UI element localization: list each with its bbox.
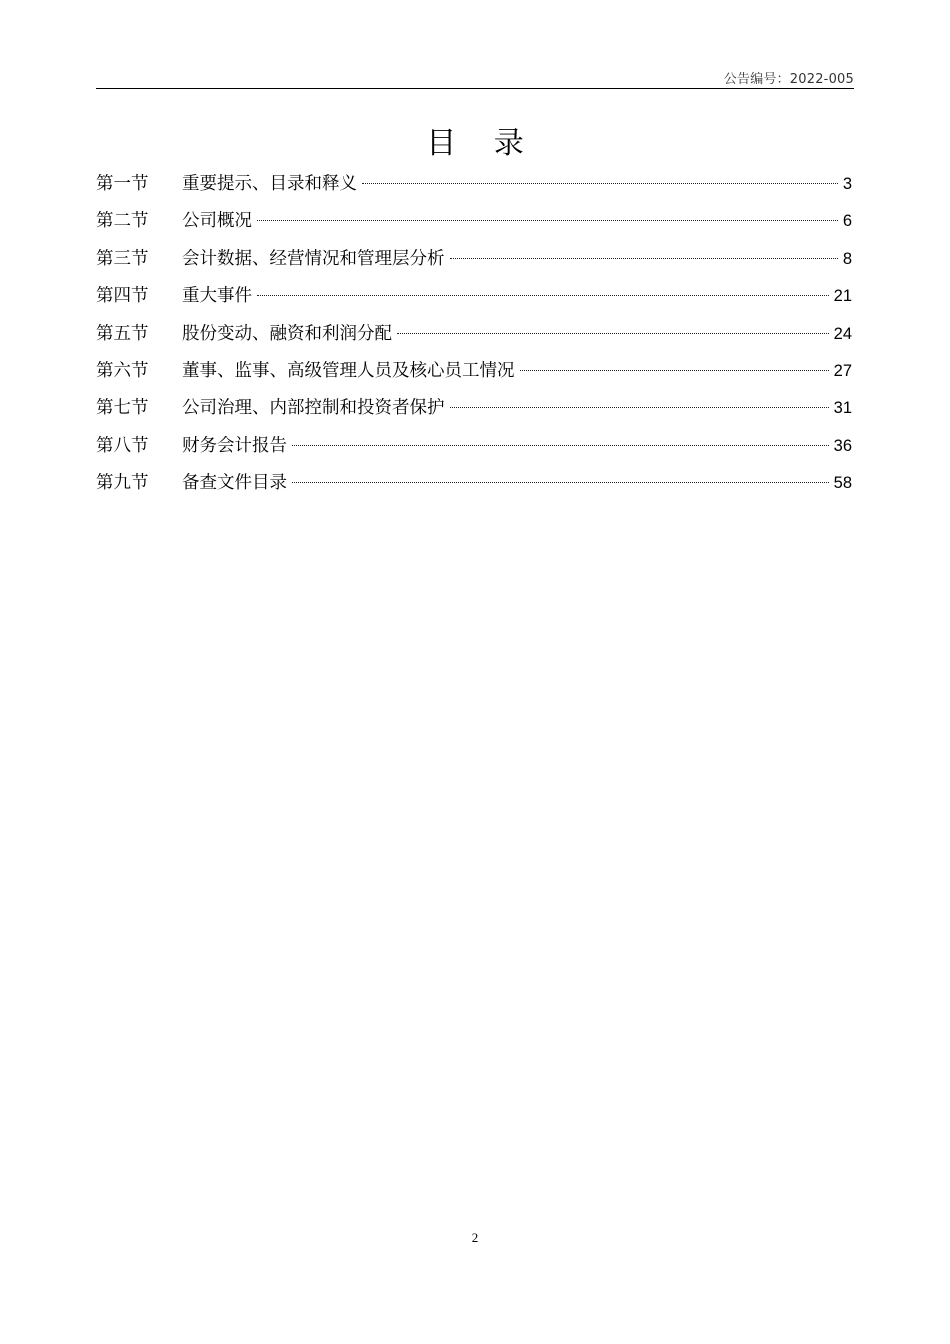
toc-dot-leader	[520, 370, 829, 371]
toc-page-number: 36	[833, 436, 852, 455]
toc-heading: 财务会计报告	[182, 435, 287, 456]
toc-dot-leader	[450, 258, 838, 259]
toc-entry-8[interactable]	[96, 429, 852, 466]
toc-page-number: 24	[833, 324, 852, 343]
toc-dot-leader	[257, 295, 829, 296]
toc-heading: 会计数据、经营情况和管理层分析	[182, 248, 445, 269]
toc-dot-leader	[450, 407, 829, 408]
toc-heading: 重要提示、目录和释义	[182, 174, 357, 194]
toc-heading: 股份变动、融资和利润分配	[182, 323, 392, 344]
header-divider	[96, 88, 854, 89]
toc-dot-leader	[397, 333, 829, 334]
toc-heading: 备查文件目录	[182, 473, 287, 494]
toc-title: 目 录	[426, 126, 538, 161]
toc-dot-leader	[292, 482, 829, 483]
toc-section-label: 第一节	[96, 174, 149, 194]
toc-page-number: 27	[833, 361, 852, 380]
toc-entry-4[interactable]	[96, 279, 852, 316]
toc-heading: 公司治理、内部控制和投资者保护	[182, 398, 445, 419]
toc-page-number: 31	[833, 399, 852, 418]
toc-page-number: 21	[833, 287, 852, 306]
toc-page-number: 58	[833, 474, 852, 493]
toc-dot-leader	[292, 445, 829, 446]
toc-page-number: 6	[842, 212, 852, 231]
toc-section-label: 第七节	[96, 398, 149, 419]
toc-page-number: 8	[842, 249, 852, 268]
toc-section-label: 第六节	[96, 360, 149, 381]
toc-dot-leader	[257, 220, 838, 221]
toc-section-label: 第五节	[96, 323, 149, 344]
toc-entry-3[interactable]	[96, 242, 852, 279]
toc-heading: 公司概况	[182, 211, 252, 232]
footer-page-number: 2	[471, 1230, 479, 1245]
toc-dot-leader	[362, 183, 838, 184]
toc-entry-6[interactable]	[96, 354, 852, 391]
toc-entry-5[interactable]	[96, 317, 852, 354]
toc-list	[96, 167, 852, 504]
toc-page-number: 3	[842, 175, 852, 193]
toc-section-label: 第九节	[96, 473, 149, 494]
toc-section-label: 第三节	[96, 248, 149, 269]
header-announcement-number: 公告编号：2022-005	[723, 72, 854, 87]
toc-entry-2[interactable]	[96, 204, 852, 241]
toc-section-label: 第二节	[96, 211, 149, 232]
toc-section-label: 第八节	[96, 435, 149, 456]
toc-section-label: 第四节	[96, 286, 149, 307]
toc-entry-1[interactable]	[96, 167, 852, 204]
toc-entry-7[interactable]	[96, 391, 852, 428]
toc-heading: 董事、监事、高级管理人员及核心员工情况	[182, 360, 515, 381]
toc-entry-9[interactable]	[96, 466, 852, 503]
toc-heading: 重大事件	[182, 286, 252, 307]
